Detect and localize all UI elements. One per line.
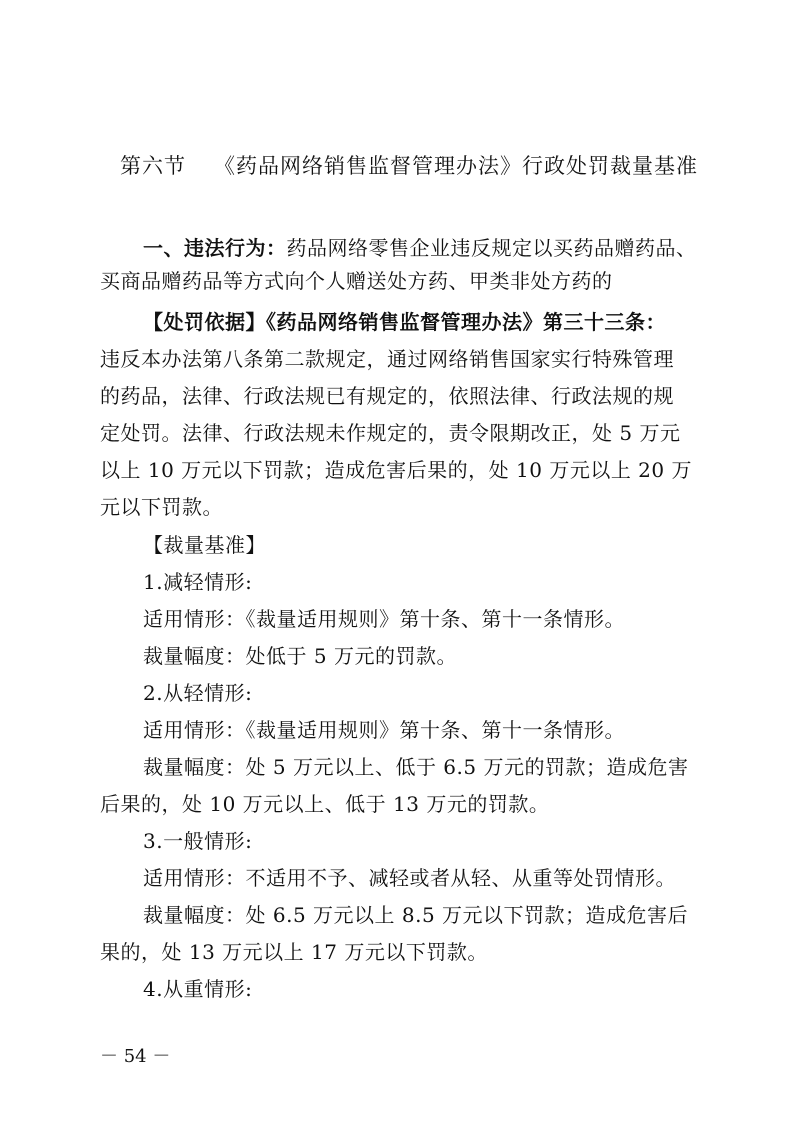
section-title bbox=[120, 150, 698, 180]
basis-heading: 【处罚依据】《药品网络销售监督管理办法》第三十三条： bbox=[143, 310, 666, 334]
general-applicable: 适用情形：不适用不予、减轻或者从轻、从重等处罚情形。 bbox=[143, 866, 676, 890]
page-number: － 54 － bbox=[100, 1046, 171, 1067]
general-title: 3.一般情形: bbox=[143, 829, 253, 853]
standard-heading: 【裁量基准】 bbox=[143, 533, 266, 557]
basis-line-3: 定处罚。法律、行政法规未作规定的，责令限期改正，处 5 万元 bbox=[100, 421, 681, 445]
basis-line-4: 以上 10 万元以下罚款；造成危害后果的，处 10 万元以上 20 万 bbox=[100, 458, 692, 482]
mitigated-title: 1.减轻情形: bbox=[143, 570, 253, 594]
section-name: 《药品网络销售监督管理办法》行政处罚裁量基准 bbox=[214, 154, 698, 178]
lenient-range-line-1: 裁量幅度：处 5 万元以上、低于 6.5 万元的罚款；造成危害 bbox=[143, 755, 689, 779]
general-range-line-2: 果的，处 13 万元以上 17 万元以下罚款。 bbox=[100, 940, 488, 964]
lenient-applicable: 适用情形：《裁量适用规则》第十条、第十一条情形。 bbox=[143, 718, 625, 742]
aggravated-title: 4.从重情形: bbox=[143, 977, 253, 1001]
general-range-line-1: 裁量幅度：处 6.5 万元以上 8.5 万元以下罚款；造成危害后 bbox=[143, 903, 689, 927]
mitigated-range: 裁量幅度：处低于 5 万元的罚款。 bbox=[143, 644, 457, 668]
violation-text: 药品网络零售企业违反规定以买药品赠药品、 bbox=[286, 236, 697, 260]
lenient-range-line-2: 后果的，处 10 万元以上、低于 13 万元的罚款。 bbox=[100, 792, 550, 816]
violation-heading: 一、违法行为： bbox=[143, 236, 287, 260]
lenient-title: 2.从轻情形: bbox=[143, 681, 253, 705]
violation-paragraph-line-2: 买商品赠药品等方式向个人赠送处方药、甲类非处方药的 bbox=[100, 269, 613, 293]
violation-paragraph-line-1 bbox=[143, 232, 697, 261]
basis-line-5: 元以下罚款。 bbox=[100, 495, 223, 519]
basis-line-1: 违反本办法第八条第二款规定，通过网络销售国家实行特殊管理 bbox=[100, 347, 674, 371]
mitigated-applicable: 适用情形：《裁量适用规则》第十条、第十一条情形。 bbox=[143, 607, 625, 631]
section-label: 第六节 bbox=[120, 154, 186, 178]
basis-line-2: 的药品，法律、行政法规已有规定的，依照法律、行政法规的规 bbox=[100, 384, 674, 408]
